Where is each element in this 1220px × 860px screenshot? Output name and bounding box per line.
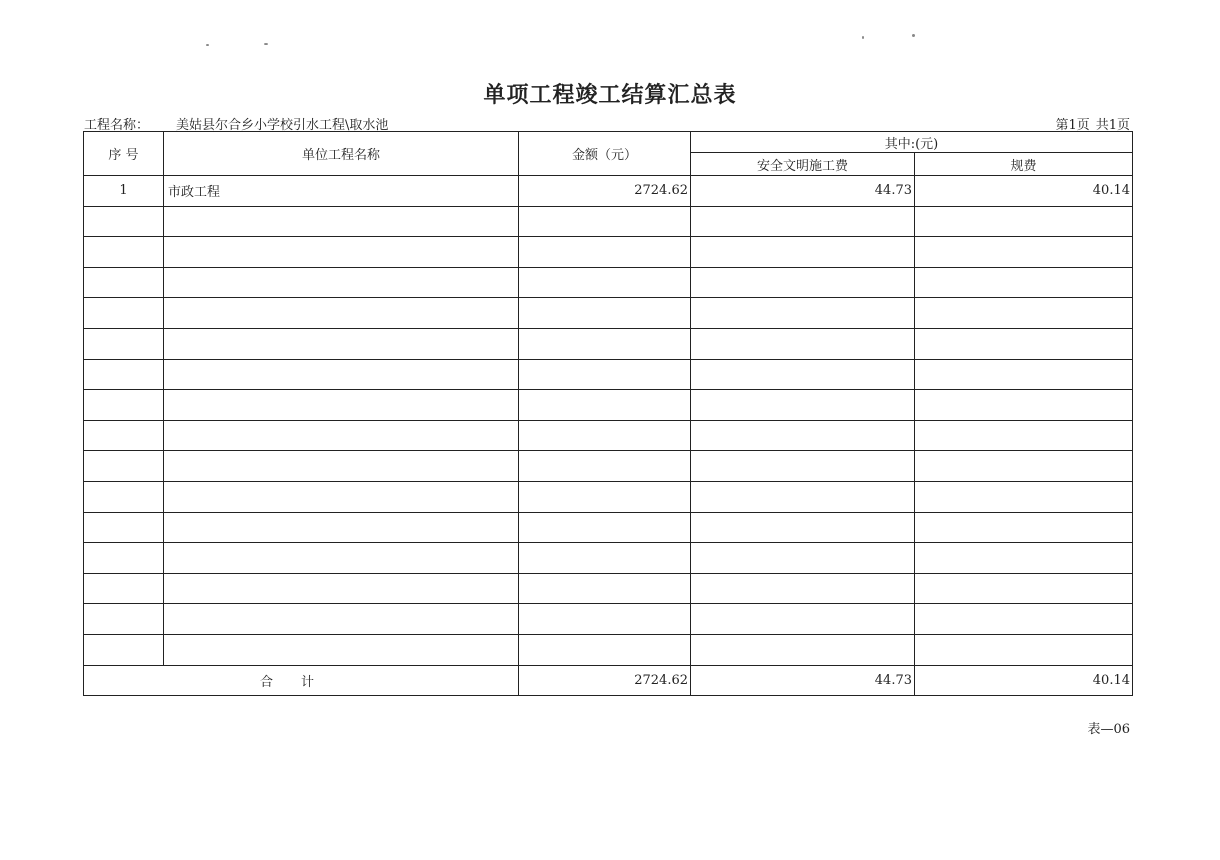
cell-seq [84,604,164,635]
cell-regulatory-fee [915,512,1133,543]
scan-speck [862,36,864,39]
header-unit-name: 单位工程名称 [164,132,519,176]
scan-speck [206,44,209,46]
cell-regulatory-fee [915,237,1133,268]
total-regulatory-fee: 40.14 [915,665,1133,696]
cell-safety-fee [691,634,915,665]
scan-speck [264,43,268,45]
cell-unit-name [164,634,519,665]
total-label: 合计 [84,665,519,696]
cell-seq [84,481,164,512]
total-safety-fee: 44.73 [691,665,915,696]
cell-amount [519,543,691,574]
form-code: 表—06 [1087,722,1130,737]
cell-seq [84,573,164,604]
cell-regulatory-fee [915,206,1133,237]
table-row [84,573,1133,604]
cell-safety-fee [691,298,915,329]
cell-unit-name [164,604,519,635]
cell-unit-name [164,451,519,482]
summary-table [83,131,1133,696]
table-row [84,604,1133,635]
cell-regulatory-fee [915,604,1133,635]
cell-amount [519,390,691,421]
table-row [84,481,1133,512]
cell-unit-name [164,573,519,604]
cell-seq [84,390,164,421]
cell-unit-name [164,481,519,512]
table-row [84,298,1133,329]
cell-amount [519,206,691,237]
table-row [84,176,1133,207]
cell-seq [84,237,164,268]
cell-regulatory-fee [915,267,1133,298]
cell-safety-fee [691,328,915,359]
cell-regulatory-fee [915,573,1133,604]
cell-regulatory-fee [915,451,1133,482]
header-seq: 序 号 [84,132,164,176]
cell-amount [519,604,691,635]
cell-amount [519,237,691,268]
cell-amount [519,328,691,359]
cell-seq [84,298,164,329]
cell-seq [84,634,164,665]
page-total: 共1页 [1095,118,1130,133]
header-safety-fee: 安全文明施工费 [691,153,915,176]
cell-unit-name: 市政工程 [164,176,519,207]
table-row [84,634,1133,665]
table-row [84,390,1133,421]
cell-amount [519,298,691,329]
cell-seq [84,206,164,237]
cell-amount [519,634,691,665]
cell-unit-name [164,267,519,298]
table-row [84,328,1133,359]
cell-safety-fee [691,573,915,604]
cell-regulatory-fee [915,328,1133,359]
cell-seq [84,267,164,298]
cell-seq [84,451,164,482]
cell-amount [519,573,691,604]
cell-regulatory-fee [915,543,1133,574]
project-name: 美姑县尔合乡小学校引水工程\取水池 [176,118,389,133]
project-label: 工程名称： [84,118,150,133]
cell-safety-fee [691,604,915,635]
cell-safety-fee [691,420,915,451]
total-row [84,665,1133,696]
cell-unit-name [164,206,519,237]
cell-safety-fee: 44.73 [691,176,915,207]
page-current: 第1页 [1055,118,1090,133]
cell-seq: 1 [84,176,164,207]
document-title: 单项工程竣工结算汇总表 [483,82,737,108]
header-row-1 [84,132,1133,153]
cell-unit-name [164,328,519,359]
cell-safety-fee [691,237,915,268]
cell-seq [84,512,164,543]
total-amount: 2724.62 [519,665,691,696]
header-amount: 金额（元） [519,132,691,176]
cell-seq [84,420,164,451]
cell-amount [519,512,691,543]
cell-regulatory-fee [915,481,1133,512]
table-row [84,267,1133,298]
cell-safety-fee [691,543,915,574]
cell-regulatory-fee [915,390,1133,421]
cell-safety-fee [691,267,915,298]
scan-speck [912,34,915,37]
cell-unit-name [164,420,519,451]
cell-regulatory-fee [915,420,1133,451]
header-of-which: 其中:(元) [691,132,1133,153]
cell-seq [84,328,164,359]
cell-safety-fee [691,512,915,543]
table-row [84,359,1133,390]
cell-safety-fee [691,481,915,512]
table-row [84,451,1133,482]
cell-regulatory-fee [915,634,1133,665]
table-row [84,206,1133,237]
cell-unit-name [164,512,519,543]
cell-regulatory-fee: 40.14 [915,176,1133,207]
cell-amount [519,481,691,512]
cell-safety-fee [691,451,915,482]
cell-seq [84,543,164,574]
cell-unit-name [164,298,519,329]
cell-amount [519,359,691,390]
cell-amount [519,420,691,451]
table-row [84,512,1133,543]
cell-amount [519,451,691,482]
header-regulatory-fee: 规费 [915,153,1133,176]
cell-unit-name [164,237,519,268]
cell-unit-name [164,390,519,421]
cell-safety-fee [691,206,915,237]
cell-regulatory-fee [915,298,1133,329]
cell-safety-fee [691,359,915,390]
table-row [84,543,1133,574]
table-row [84,237,1133,268]
cell-amount [519,267,691,298]
cell-regulatory-fee [915,359,1133,390]
cell-unit-name [164,359,519,390]
cell-amount: 2724.62 [519,176,691,207]
cell-unit-name [164,543,519,574]
cell-seq [84,359,164,390]
cell-safety-fee [691,390,915,421]
table-row [84,420,1133,451]
